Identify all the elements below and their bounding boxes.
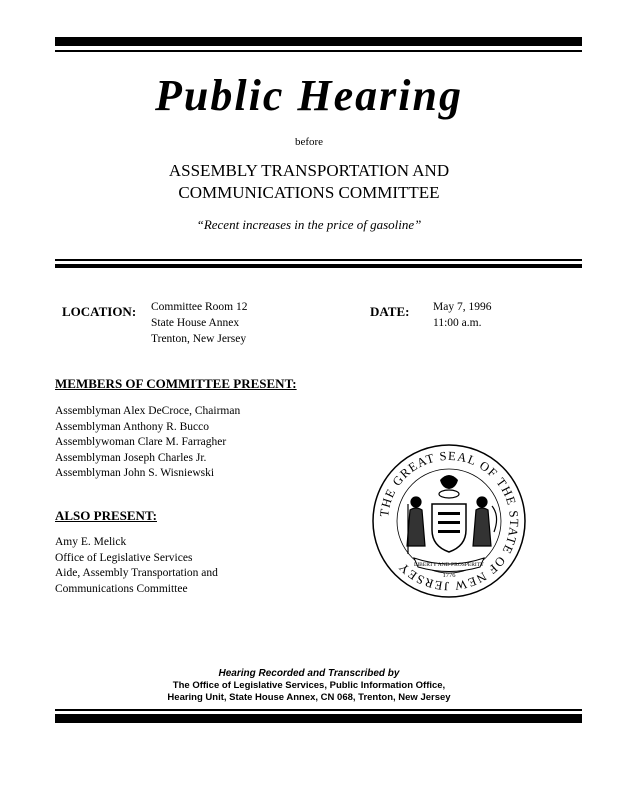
date-value <box>433 299 491 331</box>
location-label: LOCATION: <box>62 304 137 319</box>
top-thick-rule <box>55 37 582 46</box>
horse-head-icon <box>439 475 459 498</box>
list-item: Assemblyman Joseph Charles Jr. <box>55 451 207 464</box>
bottom-thin-rule <box>55 709 582 711</box>
list-item: Assemblyman John S. Wisniewski <box>55 467 215 479</box>
seal-year: 1776 <box>442 572 456 579</box>
ceres-figure-icon <box>473 497 497 546</box>
location-value <box>151 299 247 347</box>
seal-graphic <box>370 442 528 600</box>
list-item: Office of Legislative Services <box>55 551 193 564</box>
shield-icon <box>432 504 466 552</box>
middle-thick-rule <box>55 264 582 268</box>
committee-name <box>0 160 618 204</box>
date-label: DATE: <box>370 304 410 319</box>
location-line: Committee Room 12 <box>151 301 248 313</box>
document-title: Public Hearing <box>155 71 463 120</box>
footer-line-1: Hearing Recorded and Transcribed by <box>218 668 400 679</box>
also-present-list <box>55 535 218 597</box>
date-line: 11:00 a.m. <box>433 317 482 329</box>
list-item: Aide, Assembly Transportation and <box>55 567 218 579</box>
seal-ring-text: THE GREAT SEAL OF THE STATE OF NEW JERSEY <box>377 448 522 594</box>
location-line: State House Annex <box>151 317 240 329</box>
footer-line-3: Hearing Unit, State House Annex, CN 068, Trenton, New Jersey <box>167 692 451 703</box>
liberty-figure-icon <box>407 497 425 554</box>
members-heading: MEMBERS OF COMMITTEE PRESENT: <box>55 376 297 391</box>
bottom-thick-rule <box>55 714 582 723</box>
footer-credits <box>0 668 618 704</box>
list-item: Amy E. Melick <box>55 536 127 548</box>
hearing-subject: “Recent increases in the price of gasoline” <box>196 217 422 232</box>
footer-line-2: The Office of Legislative Services, Public Information Office, <box>172 680 446 691</box>
list-item: Assemblyman Alex DeCroce, Chairman <box>55 405 241 417</box>
date-line: May 7, 1996 <box>433 301 492 313</box>
members-list <box>55 404 240 482</box>
committee-line-2: COMMUNICATIONS COMMITTEE <box>178 183 440 202</box>
top-thin-rule <box>55 50 582 52</box>
list-item: Communications Committee <box>55 582 188 595</box>
before-label: before <box>294 136 324 148</box>
list-item: Assemblyman Anthony R. Bucco <box>55 420 209 433</box>
list-item: Assemblywoman Clare M. Farragher <box>55 436 227 448</box>
great-seal-of-new-jersey <box>370 442 528 600</box>
also-present-heading: ALSO PRESENT: <box>55 508 157 523</box>
location-line: Trenton, New Jersey <box>151 333 247 345</box>
middle-thin-rule <box>55 259 582 261</box>
seal-motto: LIBERTY AND PROSPERITY <box>413 562 485 568</box>
committee-line-1: ASSEMBLY TRANSPORTATION AND <box>168 161 450 180</box>
